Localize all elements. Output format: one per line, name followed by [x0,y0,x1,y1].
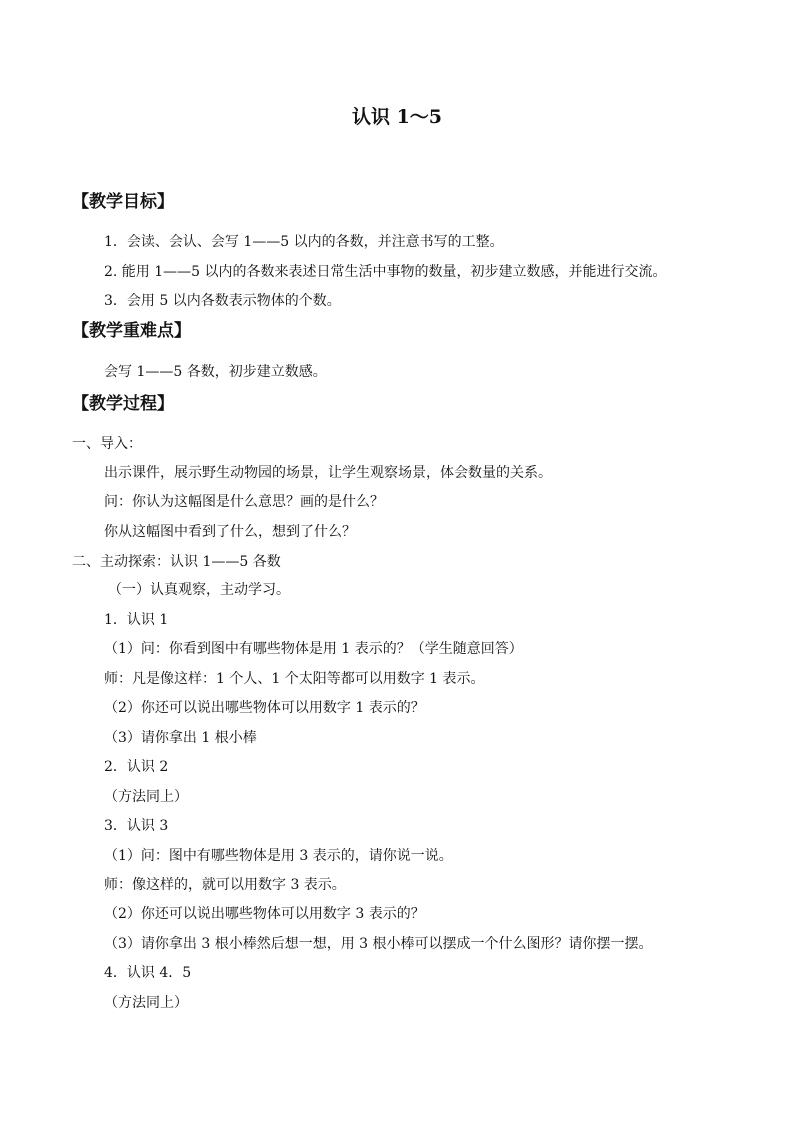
process-line: 1．认识 1 [104,612,169,628]
section-heading-key-points: 【教学重难点】 [72,321,191,341]
process-line: 师：凡是像这样：1 个人、1 个太阳等都可以用数字 1 表示。 [104,671,485,687]
process-line: （2）你还可以说出哪些物体可以用数字 3 表示的？ [104,906,425,922]
document-title: 认识 1～5 [351,106,443,128]
section-heading-goals: 【教学目标】 [72,192,174,212]
key-point-item: 会写 1——5 各数，初步建立数感。 [104,364,327,380]
process-line: 你从这幅图中看到了什么，想到了什么？ [104,524,356,540]
process-line: 出示课件，展示野生动物园的场景，让学生观察场景，体会数量的关系。 [104,465,552,481]
process-line: （方法同上） [104,995,188,1011]
process-line: 3．认识 3 [104,818,169,834]
process-line: （方法同上） [104,789,188,805]
process-step-heading: 一、导入： [72,436,142,452]
goal-item: 2. 能用 1——5 以内的各数来表述日常生活中事物的数量，初步建立数感，并能进行交流。 [104,264,667,280]
process-line: 4．认识 4．5 [104,965,192,981]
process-line: 师：像这样的，就可以用数字 3 表示。 [104,877,346,893]
process-step-heading: 二、主动探索：认识 1——5 各数 [72,554,281,570]
process-line: （3）请你拿出 3 根小棒然后想一想，用 3 根小棒可以摆成一个什么图形？请你摆一摆。 [104,936,653,952]
section-heading-process: 【教学过程】 [72,394,174,414]
process-line: （1）问：图中有哪些物体是用 3 表示的，请你说一说。 [104,848,453,864]
process-line: 问：你认为这幅图是什么意思？画的是什么？ [104,494,384,510]
process-line: （3）请你拿出 1 根小棒 [104,730,257,746]
process-line: 2．认识 2 [104,759,169,775]
process-line: （1）问：你看到图中有哪些物体是用 1 表示的？（学生随意回答） [104,641,523,657]
goal-item: 1．会读、会认、会写 1——5 以内的各数，并注意书写的工整。 [104,234,504,250]
goal-item: 3．会用 5 以内各数表示物体的个数。 [104,293,341,309]
process-subheading: （一）认真观察，主动学习。 [108,582,290,598]
process-line: （2）你还可以说出哪些物体可以用数字 1 表示的？ [104,700,425,716]
